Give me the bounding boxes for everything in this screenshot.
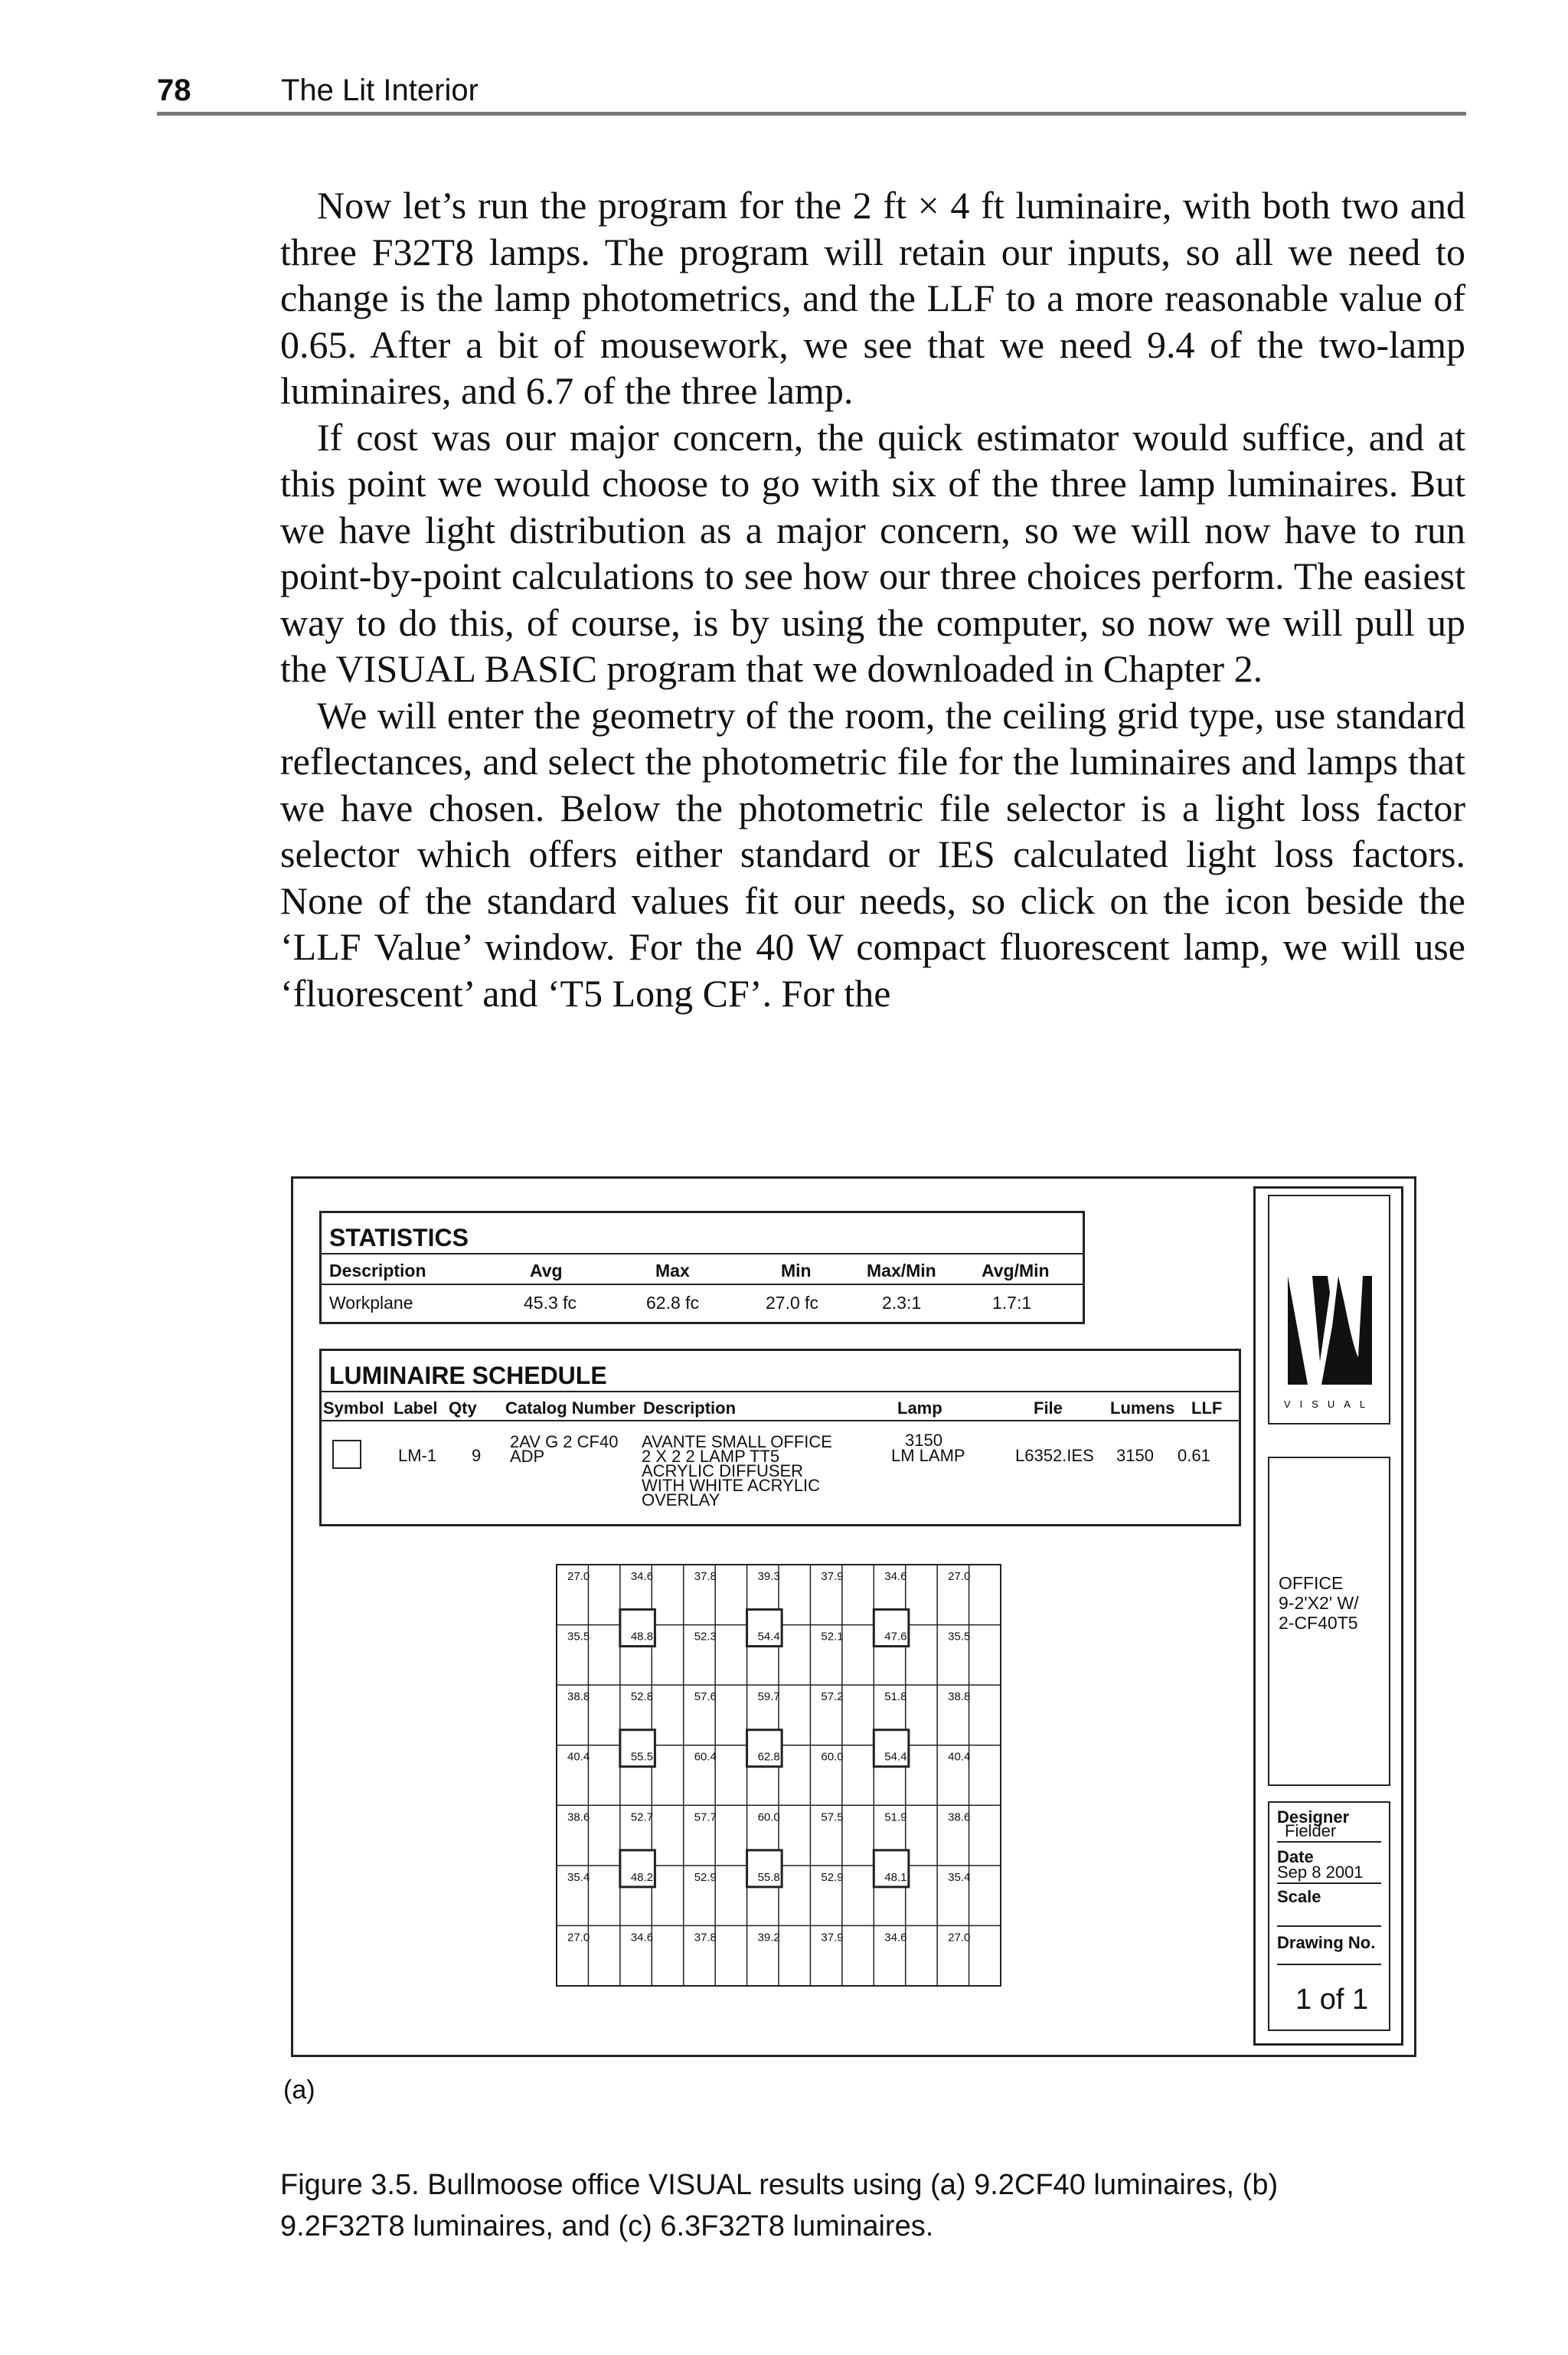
stats-header-max: Max bbox=[655, 1261, 690, 1281]
caption-line: 9.2F32T8 luminaires, and (c) 6.3F32T8 luminaires. bbox=[280, 2210, 934, 2242]
page-number: 78 bbox=[157, 74, 191, 107]
header-rule bbox=[157, 112, 1466, 116]
grid-value: 37.9 bbox=[821, 1570, 844, 1583]
schedule-lamp: LM LAMP bbox=[891, 1446, 965, 1465]
grid-value: 39.3 bbox=[757, 1570, 780, 1583]
schedule-header: File bbox=[1034, 1398, 1063, 1418]
grid-value: 37.9 bbox=[821, 1931, 844, 1945]
sheet-number: 1 of 1 bbox=[1295, 1984, 1369, 2016]
grid-value: 52.9 bbox=[821, 1870, 844, 1884]
stats-cell: 1.7:1 bbox=[992, 1293, 1032, 1313]
visual-results-figure bbox=[291, 1176, 1416, 2057]
illuminance-grid bbox=[554, 1562, 1004, 1992]
schedule-header: Description bbox=[643, 1398, 737, 1418]
grid-value: 34.6 bbox=[630, 1931, 654, 1945]
grid-value: 34.6 bbox=[884, 1570, 907, 1583]
schedule-description: ACRYLIC DIFFUSER bbox=[642, 1461, 804, 1480]
divider bbox=[322, 1391, 1239, 1392]
project-description bbox=[1279, 1573, 1359, 1633]
grid-value: 27.0 bbox=[567, 1570, 590, 1583]
schedule-header: Catalog Number bbox=[505, 1398, 635, 1418]
schedule-header: Qty bbox=[449, 1398, 477, 1418]
grid-value: 57.6 bbox=[694, 1690, 717, 1704]
paragraph: Now let’s run the program for the 2 ft × 4 ft luminaire, with both two and three F32T8 lamps. The program will retain our inputs, so all we need to change is the lamp photometrics, and the LLF to a more reasonable value of 0.65. After a bit of mousework, we see that we need 9.4 of the two-lamp luminaires, and 6.7 of the three lamp. bbox=[280, 184, 1465, 412]
grid-value: 54.4 bbox=[884, 1750, 907, 1764]
grid-value: 57.5 bbox=[821, 1810, 844, 1824]
figure-caption bbox=[280, 2164, 1475, 2247]
date-label: Date bbox=[1277, 1847, 1314, 1866]
paragraph: If cost was our major concern, the quick estimator would suffice, and at this point we would choose to go with six of the three lamp luminaires. But we have light distribution as a major concern, so we will now have to run point-by-point calculations to see how our three choices perform. The easiest way to do this, of course, is by using the computer, so now we will pull up the VISUAL BASIC program that we downloaded in Chapter 2. bbox=[280, 415, 1465, 690]
project-description-box bbox=[1268, 1457, 1390, 1786]
divider bbox=[1277, 1882, 1381, 1884]
schedule-llf: 0.61 bbox=[1178, 1446, 1210, 1465]
title-block bbox=[1253, 1186, 1403, 2046]
designer-value: Fielder bbox=[1285, 1821, 1337, 1840]
grid-value: 59.7 bbox=[757, 1690, 780, 1704]
grid-value: 40.4 bbox=[948, 1750, 971, 1764]
body-text bbox=[280, 182, 1465, 1016]
schedule-file: L6352.IES bbox=[1015, 1446, 1094, 1465]
schedule-title: LUMINAIRE SCHEDULE bbox=[329, 1362, 607, 1389]
grid-value: 39.2 bbox=[757, 1931, 780, 1945]
stats-header-avgmin: Avg/Min bbox=[982, 1261, 1050, 1281]
schedule-description: 2 X 2 2 LAMP TT5 bbox=[642, 1447, 780, 1466]
stats-cell: Workplane bbox=[329, 1293, 413, 1313]
grid-value: 35.4 bbox=[567, 1870, 590, 1884]
stats-header-maxmin: Max/Min bbox=[867, 1261, 936, 1281]
grid-value: 57.2 bbox=[821, 1690, 844, 1704]
date-value: Sep 8 2001 bbox=[1277, 1863, 1364, 1882]
caption-line: Figure 3.5. Bullmoose office VISUAL results using (a) 9.2CF40 luminaires, (b) bbox=[280, 2169, 1279, 2201]
grid-value: 52.3 bbox=[694, 1630, 717, 1644]
grid-value: 40.4 bbox=[567, 1750, 590, 1764]
stats-cell: 62.8 fc bbox=[646, 1293, 700, 1313]
designer-label: Designer bbox=[1277, 1807, 1350, 1827]
divider bbox=[322, 1253, 1083, 1254]
visual-logo bbox=[1277, 1204, 1381, 1418]
schedule-lumens: 3150 bbox=[1116, 1446, 1154, 1465]
grid-value: 37.8 bbox=[694, 1931, 717, 1945]
schedule-header: Lumens bbox=[1110, 1398, 1175, 1418]
grid-value: 52.1 bbox=[821, 1630, 844, 1644]
grid-value: 27.0 bbox=[567, 1931, 590, 1945]
divider bbox=[1277, 1964, 1381, 1965]
grid-value: 48.1 bbox=[884, 1870, 907, 1884]
schedule-header: Lamp bbox=[897, 1398, 942, 1418]
grid-value: 27.0 bbox=[948, 1570, 971, 1583]
drawing-number-label: Drawing No. bbox=[1277, 1933, 1376, 1952]
grid-value: 60.0 bbox=[757, 1810, 780, 1824]
schedule-header: Label bbox=[394, 1398, 438, 1418]
grid-value: 62.8 bbox=[757, 1750, 780, 1764]
grid-value: 34.6 bbox=[884, 1931, 907, 1945]
grid-value: 48.8 bbox=[630, 1630, 654, 1644]
figure-label: (a) bbox=[283, 2075, 315, 2105]
divider bbox=[322, 1420, 1239, 1421]
stats-header-description: Description bbox=[329, 1261, 426, 1281]
stats-header-avg: Avg bbox=[530, 1261, 563, 1281]
stats-header-min: Min bbox=[781, 1261, 812, 1281]
running-header bbox=[157, 74, 1466, 119]
scale-label: Scale bbox=[1277, 1887, 1321, 1906]
grid-value: 35.5 bbox=[948, 1630, 971, 1644]
grid-value: 57.7 bbox=[694, 1810, 717, 1824]
divider bbox=[1277, 1925, 1381, 1927]
grid-value: 37.8 bbox=[694, 1570, 717, 1583]
grid-value: 48.2 bbox=[630, 1870, 654, 1884]
schedule-header: LLF bbox=[1191, 1398, 1223, 1418]
grid-value: 35.4 bbox=[948, 1870, 971, 1884]
luminaire-symbol bbox=[332, 1440, 361, 1469]
logo-box bbox=[1268, 1195, 1390, 1424]
statistics-title: STATISTICS bbox=[329, 1224, 469, 1251]
drawing-info-box bbox=[1268, 1801, 1390, 2031]
grid-value: 52.9 bbox=[694, 1870, 717, 1884]
project-line: 9-2'X2' W/ bbox=[1279, 1593, 1359, 1613]
schedule-catalog: 2AV G 2 CF40 bbox=[510, 1432, 619, 1451]
schedule-lamp-lumens: 3150 bbox=[905, 1431, 942, 1450]
grid-value: 47.6 bbox=[884, 1630, 907, 1644]
stats-cell: 27.0 fc bbox=[766, 1293, 819, 1313]
schedule-header: Symbol bbox=[323, 1398, 384, 1418]
grid-value: 38.6 bbox=[948, 1810, 971, 1824]
schedule-description: AVANTE SMALL OFFICE bbox=[642, 1432, 832, 1451]
statistics-table bbox=[319, 1211, 1085, 1324]
grid-value: 51.8 bbox=[884, 1690, 907, 1704]
grid-value: 34.6 bbox=[630, 1570, 654, 1583]
schedule-qty: 9 bbox=[472, 1446, 482, 1465]
divider bbox=[322, 1284, 1083, 1285]
stats-cell: 45.3 fc bbox=[524, 1293, 577, 1313]
schedule-label: LM-1 bbox=[398, 1446, 437, 1465]
luminaire-schedule bbox=[319, 1349, 1241, 1526]
running-title: The Lit Interior bbox=[281, 74, 479, 107]
grid-value: 55.8 bbox=[757, 1870, 780, 1884]
project-line: OFFICE bbox=[1279, 1573, 1344, 1593]
grid-value: 38.8 bbox=[567, 1690, 590, 1704]
grid-value: 38.8 bbox=[948, 1690, 971, 1704]
grid-value: 38.6 bbox=[567, 1810, 590, 1824]
grid-value: 60.4 bbox=[694, 1750, 717, 1764]
grid-value: 55.5 bbox=[630, 1750, 654, 1764]
paragraph: We will enter the geometry of the room, the ceiling grid type, use standard reflectances, and select the photometric file for the luminaires and lamps that we have chosen. Below the photometric file selector is a light loss factor selector which offers either standard or IES calculated light loss factors. None of the standard values fit our needs, so click on the icon beside the ‘LLF Value’ window. For the 40 W compact fluorescent lamp, we will use ‘fluorescent’ and ‘T5 Long CF’. For the bbox=[280, 693, 1465, 1015]
logo-text: VISUAL bbox=[1283, 1398, 1375, 1410]
grid-value: 60.0 bbox=[821, 1750, 844, 1764]
grid-value: 27.0 bbox=[948, 1931, 971, 1945]
grid-value: 52.7 bbox=[630, 1810, 654, 1824]
grid-value: 35.5 bbox=[567, 1630, 590, 1644]
divider bbox=[1277, 1841, 1381, 1843]
project-line: 2-CF40T5 bbox=[1279, 1613, 1358, 1633]
schedule-description: OVERLAY bbox=[642, 1490, 720, 1509]
stats-cell: 2.3:1 bbox=[882, 1293, 922, 1313]
grid-value: 51.9 bbox=[884, 1810, 907, 1824]
schedule-description: WITH WHITE ACRYLIC bbox=[642, 1476, 821, 1495]
schedule-catalog: ADP bbox=[510, 1447, 545, 1466]
grid-value: 52.8 bbox=[630, 1690, 654, 1704]
grid-value: 54.4 bbox=[757, 1630, 780, 1644]
